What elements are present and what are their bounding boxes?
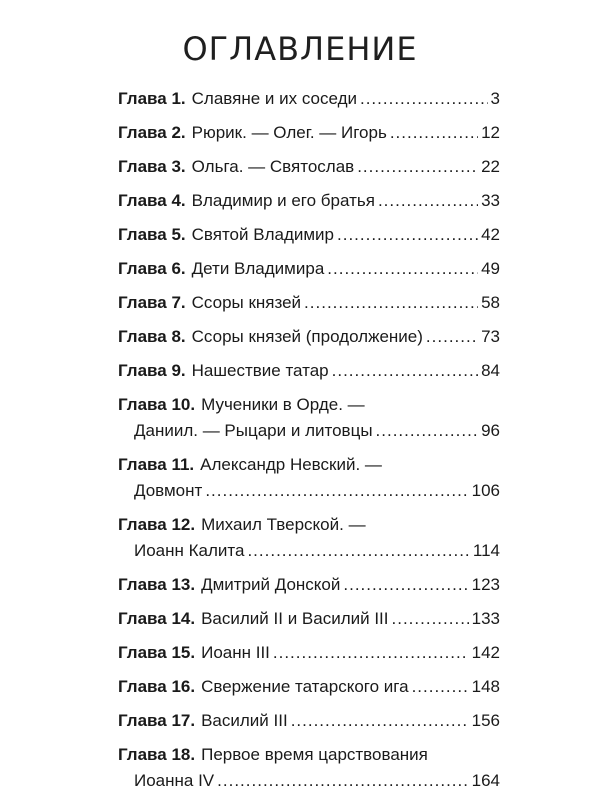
toc-entry: [118, 222, 500, 248]
chapter-title: Дети Владимира: [191, 259, 325, 278]
toc-entry-line: [118, 290, 500, 316]
chapter-title: Первое время царствования: [201, 745, 428, 764]
chapter-label: Глава 18.: [118, 745, 196, 764]
page-number: 22: [481, 157, 500, 176]
chapter-label: Глава 14.: [118, 609, 196, 628]
chapter-title: Славяне и их соседи: [191, 89, 357, 108]
page-number: 12: [481, 123, 500, 142]
chapter-label: Глава 11.: [118, 455, 195, 474]
page-number: 3: [490, 89, 500, 108]
chapter-title: Дмитрий Донской: [201, 575, 341, 594]
chapter-label: Глава 10.: [118, 395, 196, 414]
dot-leader: [291, 708, 469, 734]
dot-leader: [247, 538, 469, 564]
chapter-label: Глава 7.: [118, 293, 186, 312]
toc-entry: [118, 606, 500, 632]
toc-entry: [118, 324, 500, 350]
dot-leader: [378, 188, 478, 214]
chapter-title: Мученики в Орде. —: [201, 395, 365, 414]
dot-leader: [273, 640, 469, 666]
chapter-title-continued: Иоанна IV: [134, 771, 215, 790]
chapter-title-continued: Даниил. — Рыцари и литовцы: [134, 421, 373, 440]
dot-leader: [392, 606, 469, 632]
toc-entry: [118, 674, 500, 700]
chapter-title-continued: Иоанн Калита: [134, 541, 245, 560]
chapter-label: Глава 8.: [118, 327, 186, 346]
page-number: 84: [481, 361, 500, 380]
chapter-label: Глава 16.: [118, 677, 196, 696]
chapter-label: Глава 6.: [118, 259, 186, 278]
toc-entry: [118, 708, 500, 734]
toc-entry-line: [118, 154, 500, 180]
toc-entry-line: [118, 120, 500, 146]
toc-entry: [118, 452, 500, 504]
toc-entry-continuation: [118, 478, 500, 504]
chapter-title: Рюрик. — Олег. — Игорь: [191, 123, 387, 142]
page-number: 58: [481, 293, 500, 312]
chapter-label: Глава 2.: [118, 123, 186, 142]
page-number: 33: [481, 191, 500, 210]
dot-leader: [426, 324, 478, 350]
chapter-title: Иоанн III: [201, 643, 270, 662]
toc-entry: [118, 512, 500, 564]
chapter-label: Глава 15.: [118, 643, 196, 662]
chapter-label: Глава 9.: [118, 361, 186, 380]
page-number: 114: [472, 541, 500, 560]
chapter-label: Глава 13.: [118, 575, 196, 594]
chapter-title: Ольга. — Святослав: [191, 157, 355, 176]
toc-entry: [118, 290, 500, 316]
page-number: 42: [481, 225, 500, 244]
page-number: 49: [481, 259, 500, 278]
page-number: 133: [471, 609, 500, 628]
chapter-label: Глава 12.: [118, 515, 196, 534]
toc-entry: [118, 120, 500, 146]
page-number: 96: [481, 421, 500, 440]
chapter-title: Василий III: [201, 711, 288, 730]
chapter-title: Михаил Тверской. —: [201, 515, 366, 534]
dot-leader: [337, 222, 478, 248]
dot-leader: [360, 86, 488, 112]
chapter-title: Александр Невский. —: [200, 455, 382, 474]
toc-entry-line: [118, 606, 500, 632]
chapter-title: Свержение татарского ига: [201, 677, 409, 696]
toc-entry-continuation: [118, 538, 500, 564]
dot-leader: [376, 418, 479, 444]
chapter-label: Глава 5.: [118, 225, 186, 244]
dot-leader: [357, 154, 478, 180]
toc-entry-line: [118, 358, 500, 384]
dot-leader: [304, 290, 478, 316]
chapter-title: Ссоры князей: [191, 293, 302, 312]
chapter-title: Василий II и Василий III: [201, 609, 389, 628]
page-title: ОГЛАВЛЕНИЕ: [182, 30, 418, 68]
toc-entry: [118, 188, 500, 214]
toc-entry: [118, 392, 500, 444]
toc-entry: [118, 86, 500, 112]
toc-entry: [118, 572, 500, 598]
page-number: 73: [481, 327, 500, 346]
chapter-title: Владимир и его братья: [191, 191, 375, 210]
dot-leader: [332, 358, 478, 384]
toc-entry-line: [118, 256, 500, 282]
page-number: 164: [471, 771, 500, 790]
dot-leader: [412, 674, 469, 700]
toc-entry-line: [118, 572, 500, 598]
chapter-title: Нашествие татар: [191, 361, 329, 380]
chapter-label: Глава 4.: [118, 191, 186, 210]
chapter-label: Глава 17.: [118, 711, 196, 730]
page-number: 156: [471, 711, 500, 730]
toc-entry: [118, 358, 500, 384]
toc-entry-line: [118, 392, 500, 418]
toc-entry-line: [118, 188, 500, 214]
toc-entry: [118, 154, 500, 180]
toc-entry-line: [118, 512, 500, 538]
page-number: 148: [471, 677, 500, 696]
toc-entry: [118, 256, 500, 282]
dot-leader: [327, 256, 478, 282]
toc-entry-line: [118, 324, 500, 350]
chapter-title: Ссоры князей (продолжение): [191, 327, 423, 346]
page-number: 106: [471, 481, 500, 500]
toc-entry-continuation: [118, 768, 500, 794]
toc-entry-continuation: [118, 418, 500, 444]
toc-entry-line: [118, 452, 500, 478]
toc-entry-line: [118, 708, 500, 734]
dot-leader: [343, 572, 468, 598]
toc-entry-line: [118, 742, 500, 768]
chapter-title: Святой Владимир: [191, 225, 334, 244]
dot-leader: [390, 120, 478, 146]
toc-entry-line: [118, 640, 500, 666]
table-of-contents: [118, 86, 500, 802]
page-number: 142: [471, 643, 500, 662]
dot-leader: [205, 478, 468, 504]
toc-entry-line: [118, 86, 500, 112]
toc-entry-line: [118, 222, 500, 248]
page-number: 123: [471, 575, 500, 594]
toc-entry-line: [118, 674, 500, 700]
toc-entry: [118, 640, 500, 666]
chapter-title-continued: Довмонт: [134, 481, 203, 500]
dot-leader: [217, 768, 468, 794]
chapter-label: Глава 3.: [118, 157, 186, 176]
chapter-label: Глава 1.: [118, 89, 186, 108]
